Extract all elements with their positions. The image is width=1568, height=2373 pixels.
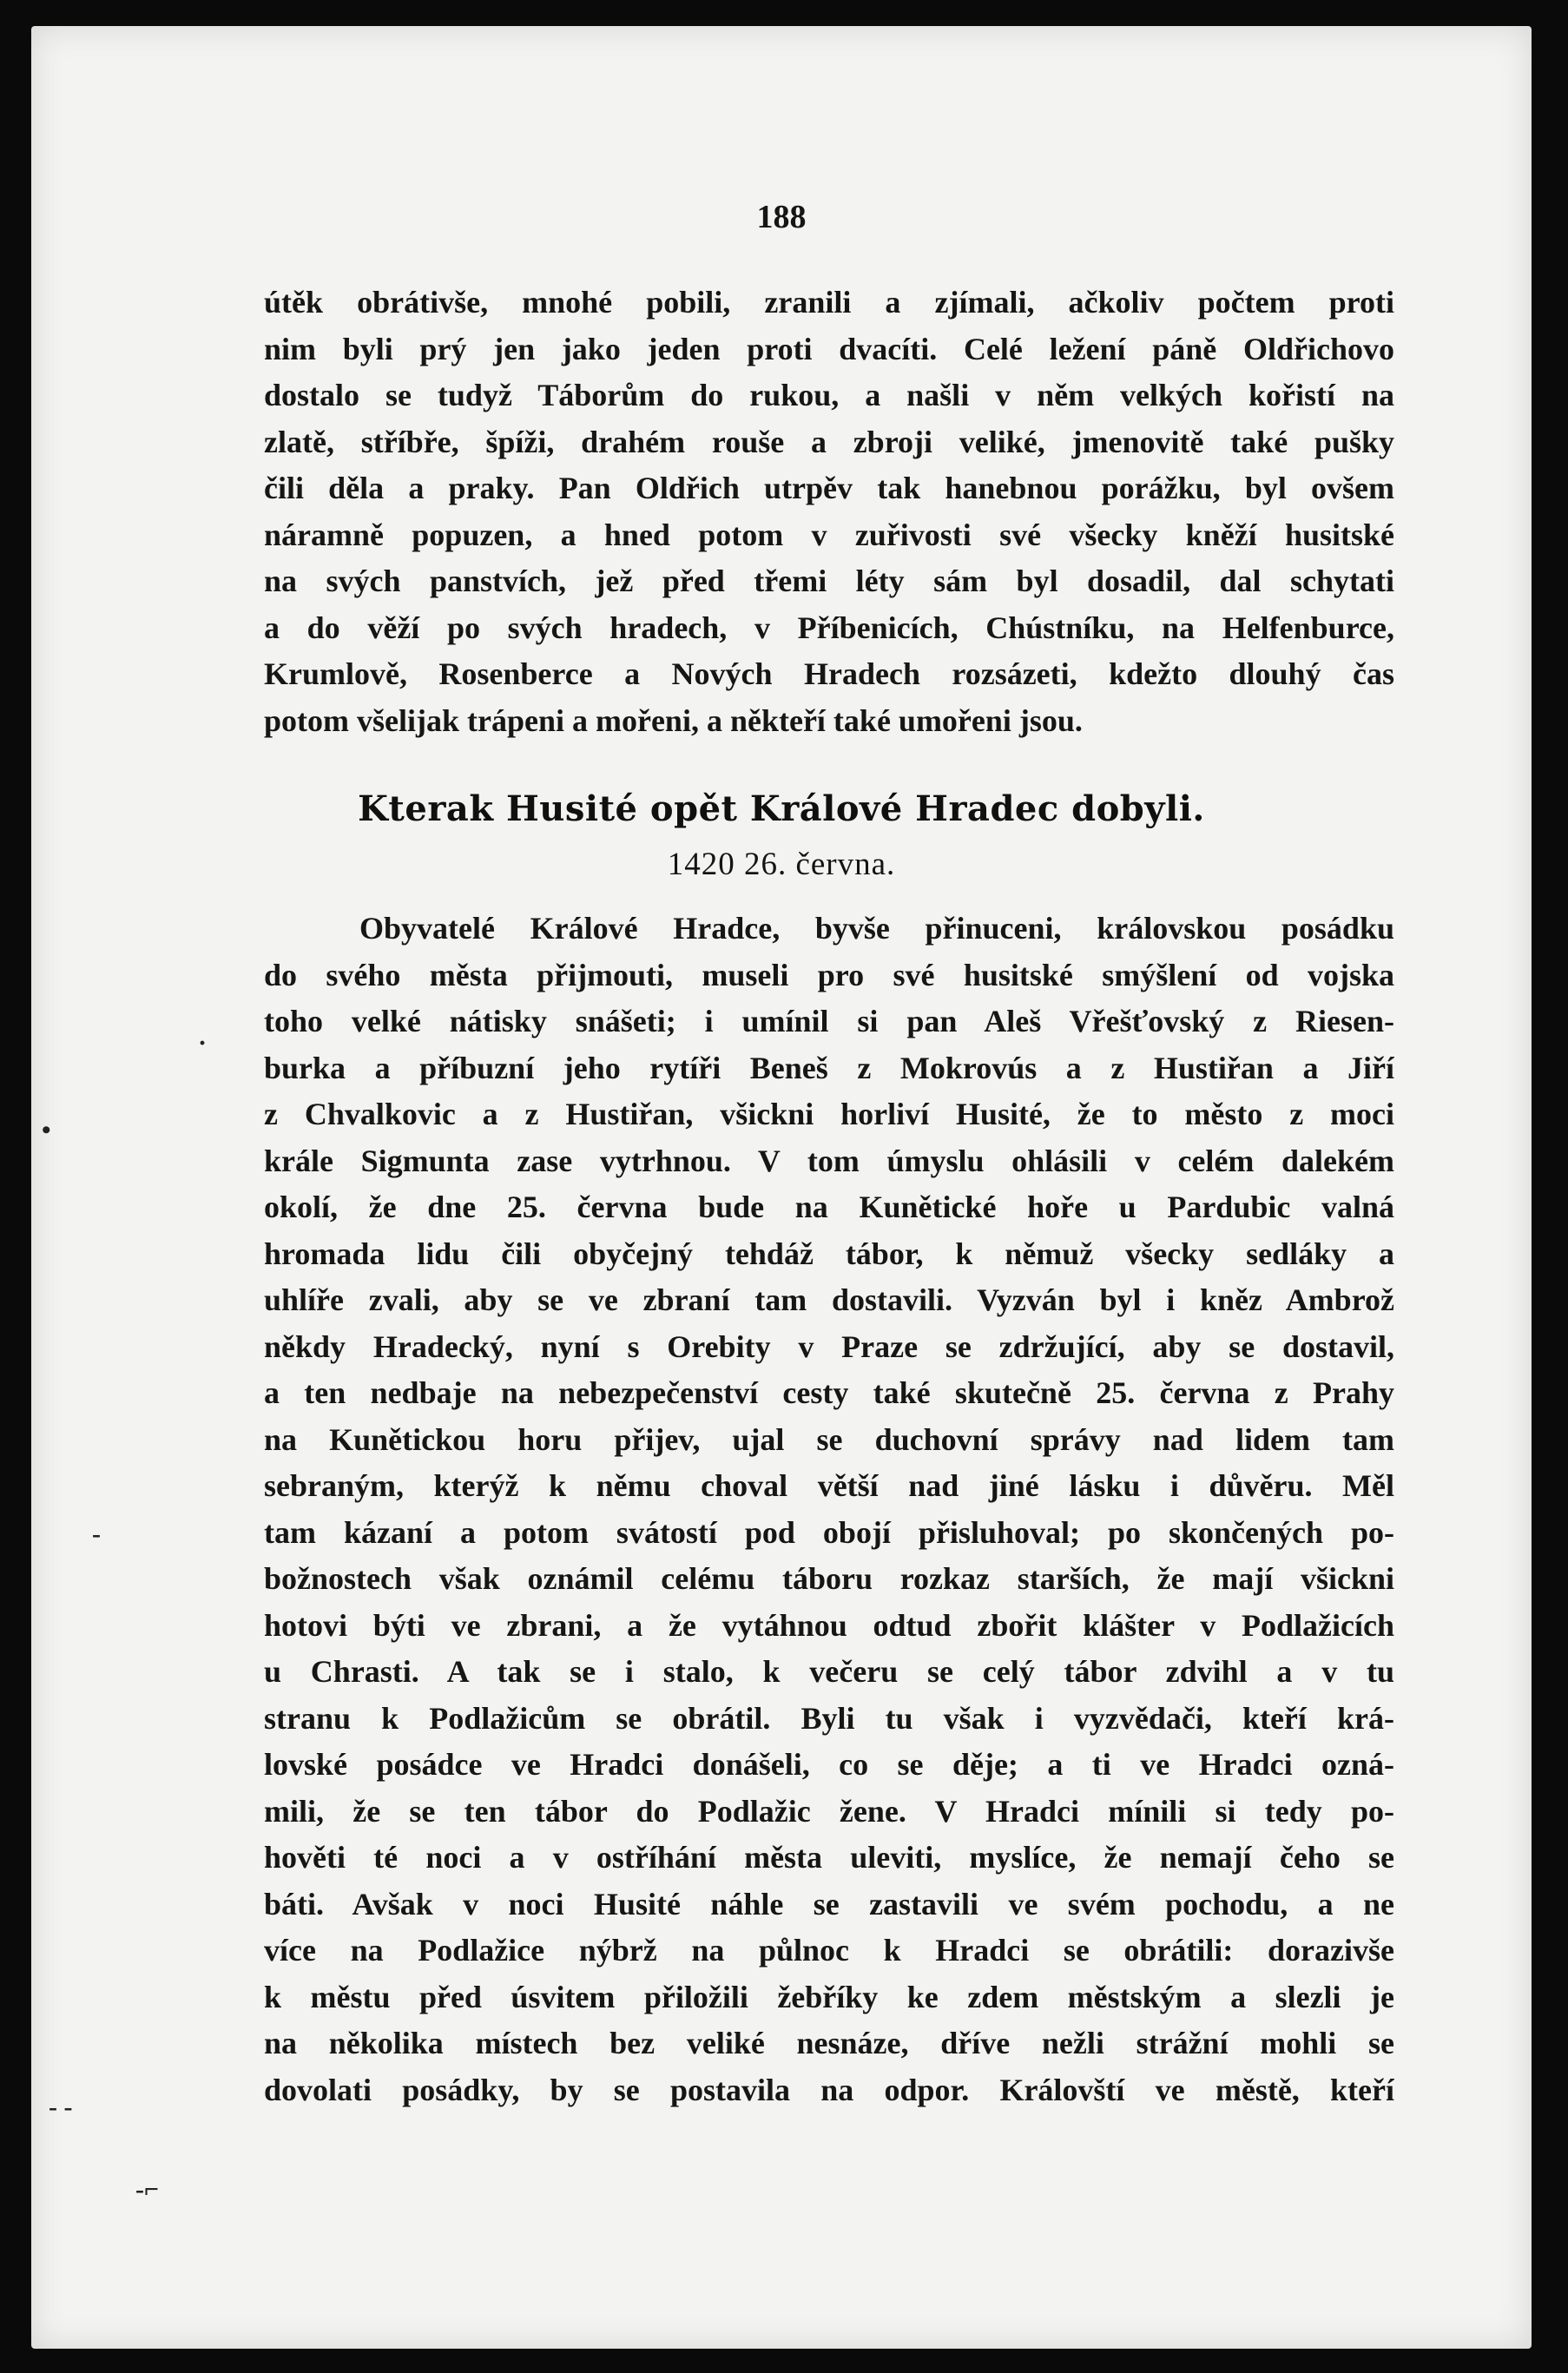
paragraph-2	[264, 906, 1394, 2113]
text-line: zlatě, stříbře, špíži, drahém rouše a zbroji veliké, jmenovitě také pušky	[264, 424, 1394, 459]
text-line: k městu před úsvitem přiložili žebříky ke zdem městským a slezli je	[264, 1979, 1394, 2014]
text-line: Krumlově, Rosenberce a Nových Hradech rozsázeti, kdežto dlouhý čas	[264, 656, 1394, 691]
text-line: Obyvatelé Králové Hradce, byvše přinuceni, královskou posádku	[359, 911, 1394, 946]
margin-dot: •	[42, 1116, 51, 1144]
text-line: na svých panstvích, jež před třemi léty sám byl dosadil, dal schytati	[264, 564, 1394, 598]
text-line: a ten nedbaje na nebezpečenství cesty také skutečně 25. června z Prahy	[264, 1375, 1394, 1410]
text-line: stranu k Podlažicům se obrátil. Byli tu však i vyzvědači, kteří krá-	[264, 1700, 1394, 1736]
page-number: 188	[756, 199, 807, 235]
book-page	[31, 26, 1532, 2349]
text-line: okolí, že dne 25. června bude na Kunětické hoře u Pardubic valná	[264, 1190, 1394, 1224]
text-line: sebraným, kterýž k němu choval větší nad jiné lásku i důvěru. Měl	[264, 1468, 1394, 1503]
text-line: mili, že se ten tábor do Podlažic žene. V Hradci mínili si tedy po-	[264, 1793, 1394, 1829]
text-line: potom všelijak trápeni a mořeni, a někteří také umořeni jsou.	[264, 702, 1083, 738]
text-line: na Kunětickou horu přijev, ujal se duchovní správy nad lidem tam	[264, 1421, 1394, 1457]
text-line: krále Sigmunta zase vytrhnou. V tom úmyslu ohlásili v celém dalekém	[264, 1143, 1394, 1178]
text-line: u Chrasti. A tak se i stalo, k večeru se celý tábor zdvihl a v tu	[264, 1654, 1394, 1689]
text-line: náramně popuzen, a hned potom v zuřivosti své všecky kněží husitské	[264, 517, 1394, 552]
margin-dot: -⌐	[135, 2175, 160, 2204]
text-line: hromada lidu čili obyčejný tehdáž tábor, k němuž všecky sedláky a	[264, 1236, 1394, 1271]
text-line: dostalo se tudyž Táborům do rukou, a našli v něm velkých kořistí na	[264, 378, 1394, 412]
text-line: hověti té noci a v ostříhání města uleviti, myslíce, že nemají čeho se	[264, 1840, 1394, 1875]
text-line: čili děla a praky. Pan Oldřich utrpěv tak hanebnou porážku, byl ovšem	[264, 471, 1394, 505]
text-line: útěk obrátivše, mnohé pobili, zranili a zjímali, ačkoliv počtem proti	[264, 285, 1394, 320]
text-line: a do věží po svých hradech, v Příbenicích, Chústníku, na Helfenburce,	[264, 610, 1394, 645]
section-date: 1420 26. června.	[667, 847, 896, 882]
text-line: dovolati posádky, by se postavila na odpor. Královští ve městě, kteří	[264, 2072, 1394, 2107]
text-line: do svého města přijmouti, museli pro své husitské smýšlení od vojska	[264, 957, 1394, 992]
text-line: více na Podlažice nýbrž na půlnoc k Hradci se obrátili: dorazivše	[264, 1933, 1394, 1968]
text-line: báti. Avšak v noci Husité náhle se zastavili ve svém pochodu, a ne	[264, 1886, 1394, 1921]
text-line: toho velké nátisky snášeti; i umínil si pan Aleš Vřešťovský z Riesen-	[264, 1004, 1394, 1038]
text-line: uhlíře zvali, aby se ve zbraní tam dostavili. Vyzván byl i kněz Ambrož	[264, 1282, 1394, 1317]
paragraph-1	[264, 280, 1394, 744]
text-line: hotovi býti ve zbrani, a že vytáhnou odtud zbořit klášter v Podlažicích	[264, 1607, 1394, 1643]
text-line: někdy Hradecký, nyní s Orebity v Praze se zdržující, aby se dostavil,	[264, 1328, 1394, 1364]
text-line: božnostech však oznámil celému táboru rozkaz starších, že mají všickni	[264, 1561, 1394, 1596]
margin-dot: ·	[198, 1029, 208, 1058]
text-line: nim byli prý jen jako jeden proti dvacíti. Celé ležení páně Oldřichovo	[264, 331, 1394, 366]
section-heading: Kterak Husité opět Králové Hradec dobyli.	[358, 788, 1205, 829]
text-line: tam kázaní a potom svátostí pod obojí přisluhoval; po skončených po-	[264, 1514, 1394, 1550]
text-line: na několika místech bez veliké nesnáze, dříve nežli strážní mohli se	[264, 2026, 1394, 2060]
text-line: lovské posádce ve Hradci donášeli, co se děje; a ti ve Hradci ozná-	[264, 1747, 1394, 1782]
text-line: z Chvalkovic a z Hustiřan, všickni horliví Husité, že to město z moci	[264, 1097, 1394, 1131]
text-line: burka a příbuzní jeho rytíři Beneš z Mokrovús a z Hustiřan a Jiří	[264, 1050, 1394, 1085]
margin-dot: - -	[49, 2093, 73, 2121]
margin-dot: -	[92, 1519, 101, 1548]
